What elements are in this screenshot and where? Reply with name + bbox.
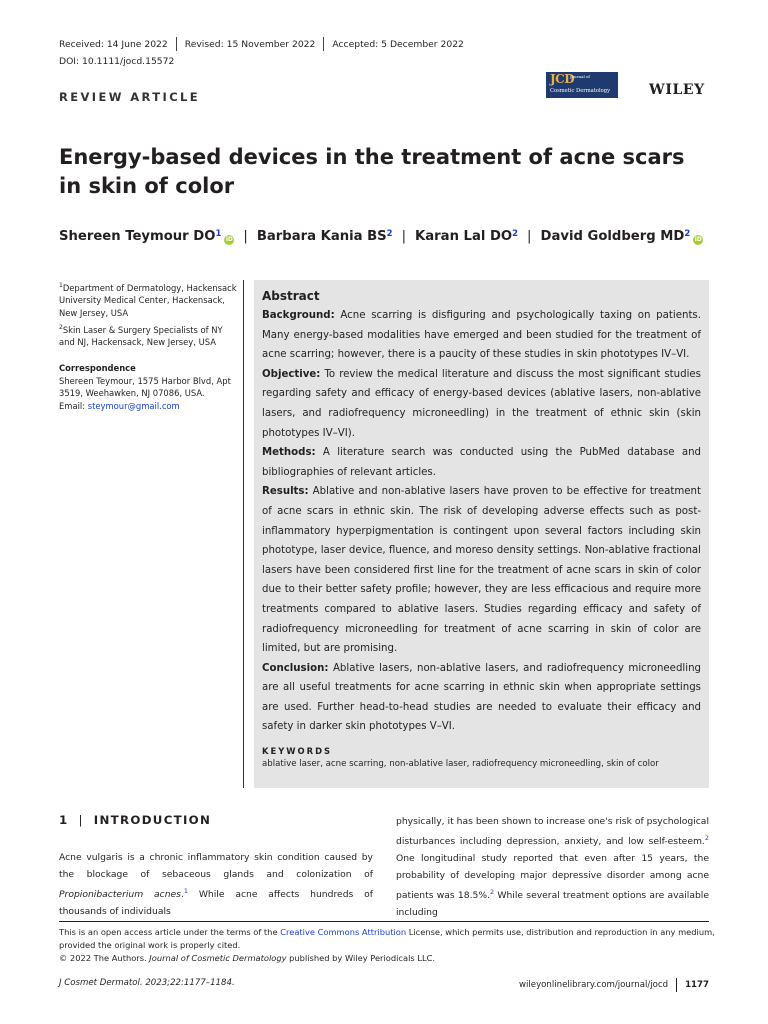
author[interactable]: David Goldberg $MD^2$ <box>540 229 691 244</box>
affiliation: $^1$Department of Dermatology, Hackensack University Medical Center, Hackensack, New Jersey, USA <box>59 282 237 318</box>
email-link[interactable]: steymour@gmail.com <box>87 400 180 411</box>
license-footnote: This is an open access article under the terms of the Creative Commons Attribution License, which permits use, distribution and reproduction in any medium, provided the original work is properly cited. © 2022 The Authors. Journal of Cosmetic Dermatology published by Wiley Periodicals LLC. <box>59 926 719 965</box>
citation-link[interactable]: 2 <box>704 834 709 842</box>
section-number: 1 <box>59 813 69 827</box>
abstract-background: Background: Acne scarring is disfiguring and psychologically taxing on patients. Many energy-based modalities have emerged and been studied for the treatment of acne scarring; however, there is a paucity of these studies in skin phototypes IV–VI. <box>262 310 701 361</box>
author-separator: | <box>527 229 532 244</box>
correspondence <box>59 362 239 412</box>
body-column-left: Acne vulgaris is a chronic inflammatory skin condition caused by the blockage of sebaceous glands and colonization of Propionibacterium acnes.$^1$ While acne affects hundreds of thousands of individuals <box>59 852 373 918</box>
divider <box>243 280 244 788</box>
author-list <box>59 229 703 244</box>
correspondence-address: Shereen Teymour, 1575 Harbor Blvd, Apt 3519, Weehawken, NJ 07086, USA. <box>59 375 231 399</box>
article-type: REVIEW ARTICLE <box>59 90 201 104</box>
citation-footer: J Cosmet Dermatol. 2023;22:1177–1184. <box>59 978 235 988</box>
abstract-box <box>254 280 709 788</box>
heading-separator: | <box>78 813 84 827</box>
journal-logo[interactable] <box>546 72 618 98</box>
license-link[interactable]: Creative Commons Attribution <box>280 927 407 937</box>
journal-url[interactable]: wileyonlinelibrary.com/journal/jocd <box>518 980 669 990</box>
author-separator: | <box>243 229 248 244</box>
author[interactable]: Karan Lal $DO^2$ <box>415 229 519 244</box>
keywords-heading: KEYWORDS <box>262 746 333 757</box>
divider <box>323 37 324 51</box>
received-date: Received: 14 June 2022 <box>59 38 168 50</box>
orcid-icon[interactable]: iD <box>225 236 233 243</box>
abstract-objective: Objective: To review the medical literature and discuss the most significant studies regarding safety and efficacy of energy-based devices (ablative lasers, non-ablative lasers, and radiofrequency microneedling) in the treatment of ethnic skin (skin phototypes IV–VI). <box>262 368 701 439</box>
section-heading <box>59 813 211 827</box>
publisher-logo[interactable]: WILEY <box>649 82 705 98</box>
article-title: Energy-based devices in the treatment of acne scars in skin of color <box>59 145 685 198</box>
correspondence-email-line: Email: steymour@gmail.com <box>59 400 180 411</box>
page-number: 1177 <box>685 980 709 990</box>
submission-dates <box>59 37 464 51</box>
section-title: INTRODUCTION <box>93 813 212 827</box>
affiliation: $^2$Skin Laser & Surgery Specialists of NY and NJ, Hackensack, New Jersey, USA <box>59 323 223 347</box>
abstract-results: Results: Ablative and non-ablative lasers have proven to be effective for treatment of acne scars in ethnic skin. The risk of developing adverse effects such as post-inflammatory hyperpigmentation is contingent upon several factors including skin phototype, laser device, fluence, and moreso density settings. Non-ablative fractional lasers have been considered first line for the treatment of acne scars in skin of color due to their better safety profile; however, they are less efficacious and require more treatments compared to ablative lasers. Studies regarding efficacy and safety of radiofrequency microneedling for treatment of acne scarring in skin of color are limited, but are promising. <box>262 486 701 655</box>
revised-date: Revised: 15 November 2022 <box>184 38 316 50</box>
accepted-date: Accepted: 5 December 2022 <box>332 38 464 50</box>
citation-link[interactable]: 2 <box>490 888 495 897</box>
divider <box>176 37 177 51</box>
copyright: © 2022 The Authors. Journal of Cosmetic Dermatology published by Wiley Periodicals LLC. <box>59 953 436 963</box>
author[interactable]: Barbara Kania $BS^2$ <box>256 229 393 244</box>
orcid-icon[interactable]: iD <box>694 236 702 243</box>
divider <box>676 978 677 992</box>
doi[interactable]: DOI: 10.1111/jocd.15572 <box>59 56 175 67</box>
correspondence-heading: Correspondence <box>59 363 136 373</box>
journal-logo-name: Cosmetic Dermatology <box>550 88 611 94</box>
abstract-conclusion: Conclusion: Ablative lasers, non-ablative lasers, and radiofrequency microneedling are all useful treatments for acne scarring in ethnic skin when appropriate settings are used. Further head-to-head studies are needed to evaluate their efficacy and safety in darker skin phototypes V–VI. <box>262 662 701 733</box>
footnote-rule <box>59 921 709 922</box>
footer-right <box>519 978 709 992</box>
keywords-list: ablative laser, acne scarring, non-ablative laser, radiofrequency microneedling, skin of color <box>262 759 659 770</box>
abstract-heading: Abstract <box>262 289 320 303</box>
citation-link[interactable]: 1 <box>183 887 189 895</box>
affiliations <box>59 280 237 351</box>
author-separator: | <box>401 229 407 244</box>
abstract-methods: Methods: A literature search was conducted using the PubMed database and bibliographies of relevant articles. <box>262 447 701 478</box>
author[interactable]: Shereen Teymour $DO^1$ <box>59 229 222 244</box>
journal-logo-abbrev: JCD <box>550 72 575 86</box>
keywords <box>262 744 701 770</box>
journal-logo-small: Journal of <box>570 74 590 79</box>
body-column-right: physically, it has been shown to increase one's risk of psychological disturbances including depression, anxiety, and low self-esteem.$^2$ One longitudinal study reported that even after 15 years, the probability of developing major depressive disorder among acne patients was 18.5%.$^2$ While several treatment options are available including <box>396 816 709 919</box>
